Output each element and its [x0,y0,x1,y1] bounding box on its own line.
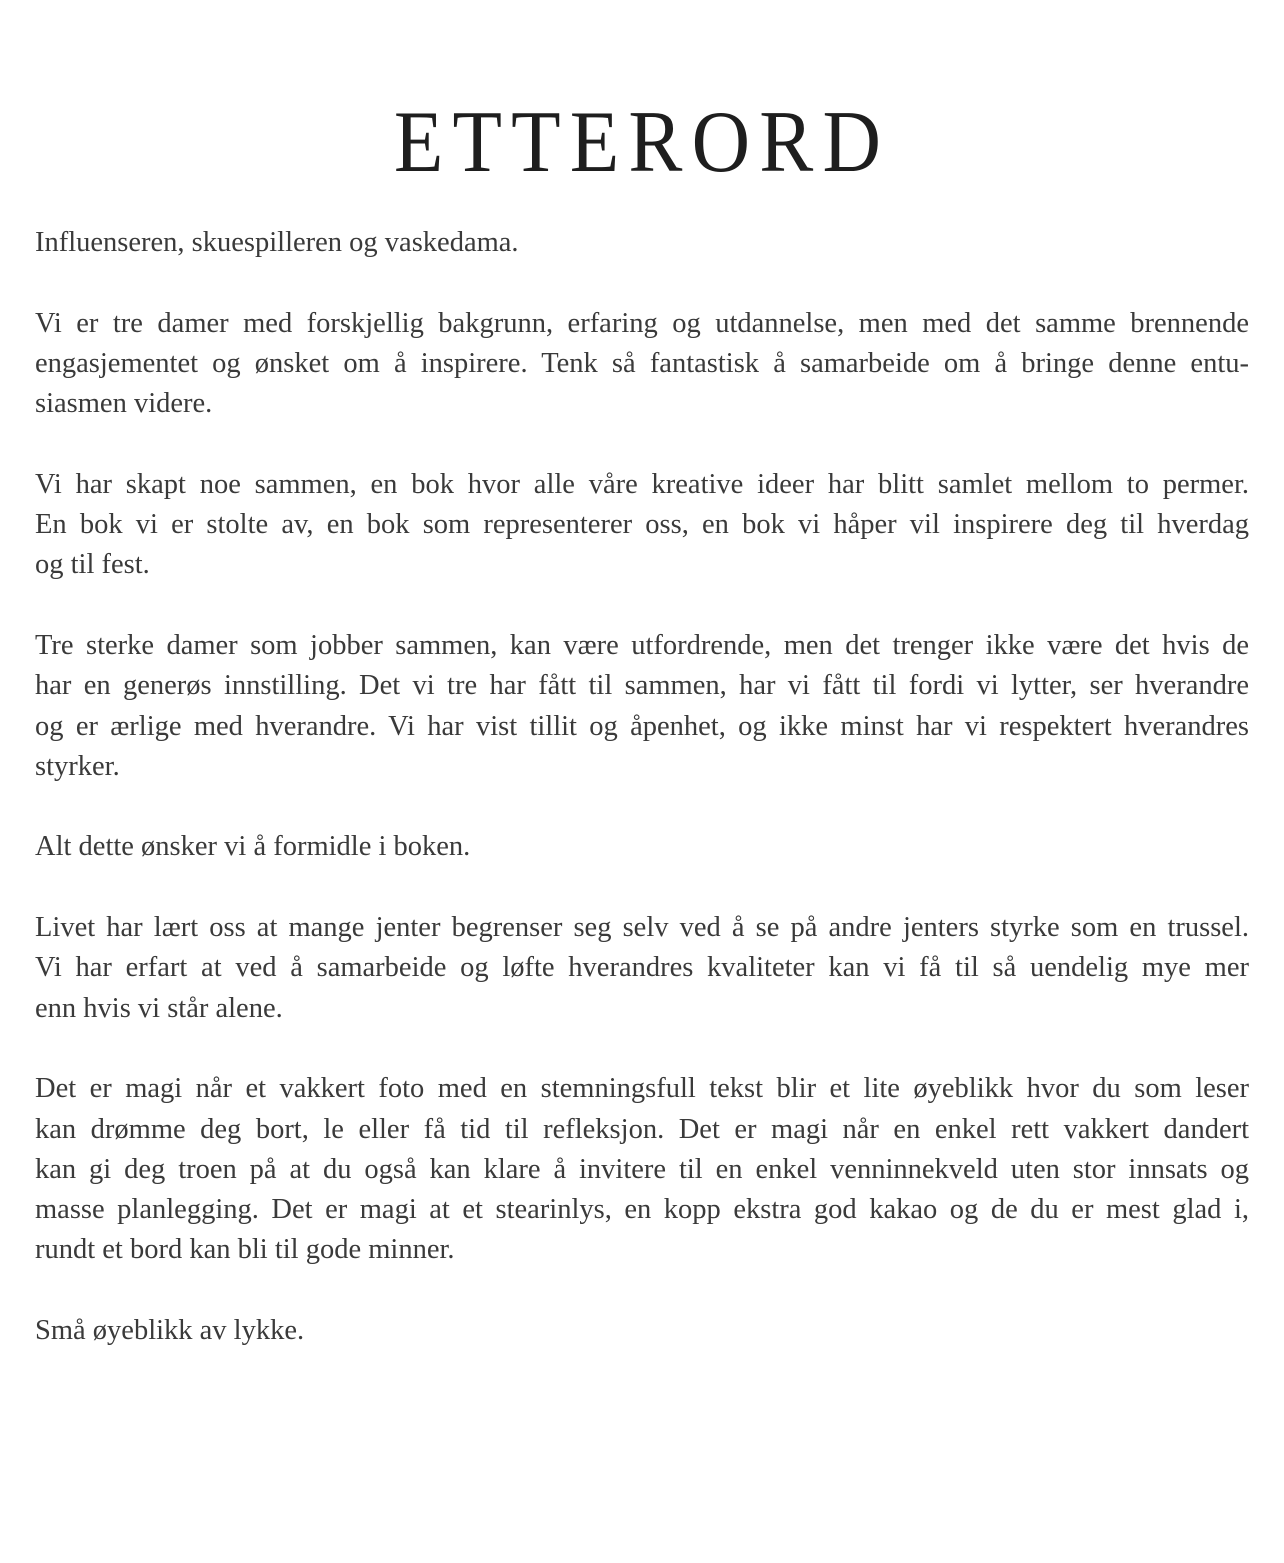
paragraph-message [35,827,1249,867]
text-line-content: Livet har lært oss at mange jenter begrenser seg selv ved å se på andre jenters styrke som en trussel. [35,912,1249,944]
text-line [35,908,1249,948]
text-line [35,666,1249,706]
paragraph-life-lessons [35,908,1249,1029]
page-title: ETTERORD [393,94,891,191]
text-line-content: engasjementet og ønsket om å inspirere. Tenk så fantastisk å samarbeide om å bringe denne entu- [35,347,1249,379]
text-line [35,707,1249,747]
text-line-content: Alt dette ønsker vi å formidle i boken. [35,831,471,863]
text-line [35,626,1249,666]
text-line [35,384,1249,424]
paragraph-working-together [35,626,1249,787]
text-line-content: enn hvis vi står alene. [35,992,283,1024]
text-line-content: rundt et bord kan bli til gode minner. [35,1234,455,1266]
text-line [35,989,1249,1029]
text-line-content: har en generøs innstilling. Det vi tre har fått til sammen, har vi fått til fordi vi lytter, ser hverandre [35,670,1249,702]
text-line-content: Vi har erfart at ved å samarbeide og løfte hverandres kvaliteter kan vi få til så uendelig mye mer [35,952,1249,984]
text-line-content: Det er magi når et vakkert foto med en stemningsfull tekst blir et lite øyeblikk hvor du som leser [35,1073,1249,1105]
text-line-content: styrker. [35,750,120,782]
text-line [35,1069,1249,1109]
text-line [35,505,1249,545]
text-line-content: En bok vi er stolte av, en bok som representerer oss, en bok vi håper vil inspirere deg til hverdag [35,509,1249,541]
text-line [35,304,1249,344]
text-line [35,1311,1249,1351]
text-line-content: Vi er tre damer med forskjellig bakgrunn, erfaring og utdannelse, men med det samme brennende [35,307,1249,339]
text-line-content: masse planlegging. Det er magi at et stearinlys, en kopp ekstra god kakao og de du er mest glad i, [35,1194,1249,1226]
text-line [35,223,1249,263]
text-line [35,545,1249,585]
document-page [35,0,1249,1392]
text-line [35,465,1249,505]
text-line [35,948,1249,988]
text-line-content: kan drømme deg bort, le eller få tid til refleksjon. Det er magi når en enkel rett vakkert dandert [35,1113,1249,1145]
body-text [35,223,1249,1351]
text-line [35,747,1249,787]
paragraph-about-us [35,304,1249,425]
paragraph-magic [35,1069,1249,1270]
text-line-content: Vi har skapt noe sammen, en bok hvor alle våre kreative ideer har blitt samlet mellom to permer. [35,468,1249,500]
text-line-content: Tre sterke damer som jobber sammen, kan være utfordrende, men det trenger ikke være det hvis de [35,629,1249,661]
text-line-content: Influenseren, skuespilleren og vaskedama. [35,227,519,258]
paragraph-the-book [35,465,1249,586]
paragraph-intro [35,223,1249,263]
text-line [35,1230,1249,1270]
text-line-content: Små øyeblikk av lykke. [35,1315,305,1347]
paragraph-closing [35,1311,1249,1351]
text-line [35,1110,1249,1150]
text-line-content: siasmen videre. [35,388,213,420]
text-line-content: og er ærlige med hverandre. Vi har vist tillit og åpenhet, og ikke minst har vi respektert hverandres [35,710,1249,742]
text-line [35,1190,1249,1230]
text-line [35,1150,1249,1190]
text-line [35,827,1249,867]
text-line-content: og til fest. [35,549,150,581]
text-line [35,344,1249,384]
text-line-content: kan gi deg troen på at du også kan klare å invitere til en enkel venninnekveld uten stor innsats og [35,1153,1249,1185]
